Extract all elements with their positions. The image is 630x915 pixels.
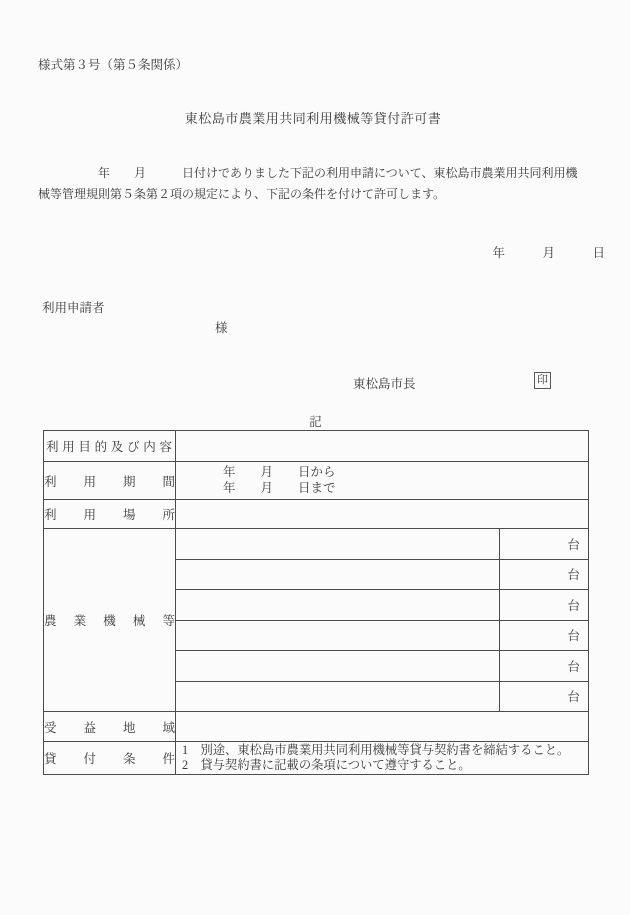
form-number: 様式第３号（第５条関係） — [38, 58, 189, 72]
table-row — [44, 742, 589, 775]
purpose-label: 利 用 目 的 及 び 内 容 — [46, 440, 172, 454]
place-value-cell — [176, 500, 589, 529]
conditions-value-cell — [176, 742, 589, 775]
conditions-label: 貸 付 条 件 — [44, 752, 175, 766]
machinery-unit-cell: 台 — [500, 559, 589, 590]
machinery-name-cell — [176, 529, 500, 560]
machinery-name-cell — [176, 681, 500, 712]
benefit-value-cell — [176, 712, 589, 742]
body-paragraph-line-1: 年 月 日付けでありました下記の利用申請について、東松島市農業用共同利用機 — [38, 166, 578, 180]
machinery-unit-cell: 台 — [500, 590, 589, 621]
machinery-name-cell — [176, 651, 500, 682]
machinery-name-cell — [176, 559, 500, 590]
machinery-name-cell — [176, 620, 500, 651]
machinery-label: 農 業 機 械 等 — [44, 614, 175, 628]
machinery-unit-cell: 台 — [500, 529, 589, 560]
issue-date-line: 年 月 日 — [492, 246, 605, 260]
body-paragraph-line-2: 械等管理規則第５条第２項の規定により、下記の条件を付けて許可します。 — [38, 187, 446, 201]
condition-item-1: 1 別途、東松島市農業用共同利用機械等貸与契約書を締結すること。 — [182, 743, 570, 757]
table-row — [44, 431, 589, 462]
place-label: 利 用 場 所 — [44, 508, 175, 522]
issuer-name: 東松島市長 — [353, 377, 416, 391]
period-from: 年 月 日から — [223, 465, 336, 479]
machinery-unit-cell: 台 — [500, 681, 589, 712]
period-value-cell — [176, 462, 589, 500]
machinery-name-cell — [176, 590, 500, 621]
table-row — [44, 529, 589, 560]
applicant-label: 利用申請者 — [42, 301, 105, 315]
document-title: 東松島市農業用共同利用機械等貸付許可書 — [184, 111, 442, 126]
period-label: 利 用 期 間 — [44, 474, 175, 489]
machinery-unit-cell: 台 — [500, 620, 589, 651]
permit-details-table — [43, 430, 589, 775]
table-row — [44, 500, 589, 529]
purpose-value-cell — [176, 431, 589, 462]
benefit-label: 受 益 地 域 — [44, 720, 175, 735]
seal-mark: 印 — [534, 372, 551, 389]
period-to: 年 月 日まで — [223, 480, 336, 495]
table-row — [44, 462, 589, 500]
applicant-honorific: 様 — [215, 321, 228, 335]
condition-item-2: 2 貸与契約書に記載の条項について遵守すること。 — [182, 758, 471, 772]
table-row — [44, 712, 589, 742]
machinery-unit-cell: 台 — [500, 651, 589, 682]
ki-marker: 記 — [309, 415, 322, 429]
